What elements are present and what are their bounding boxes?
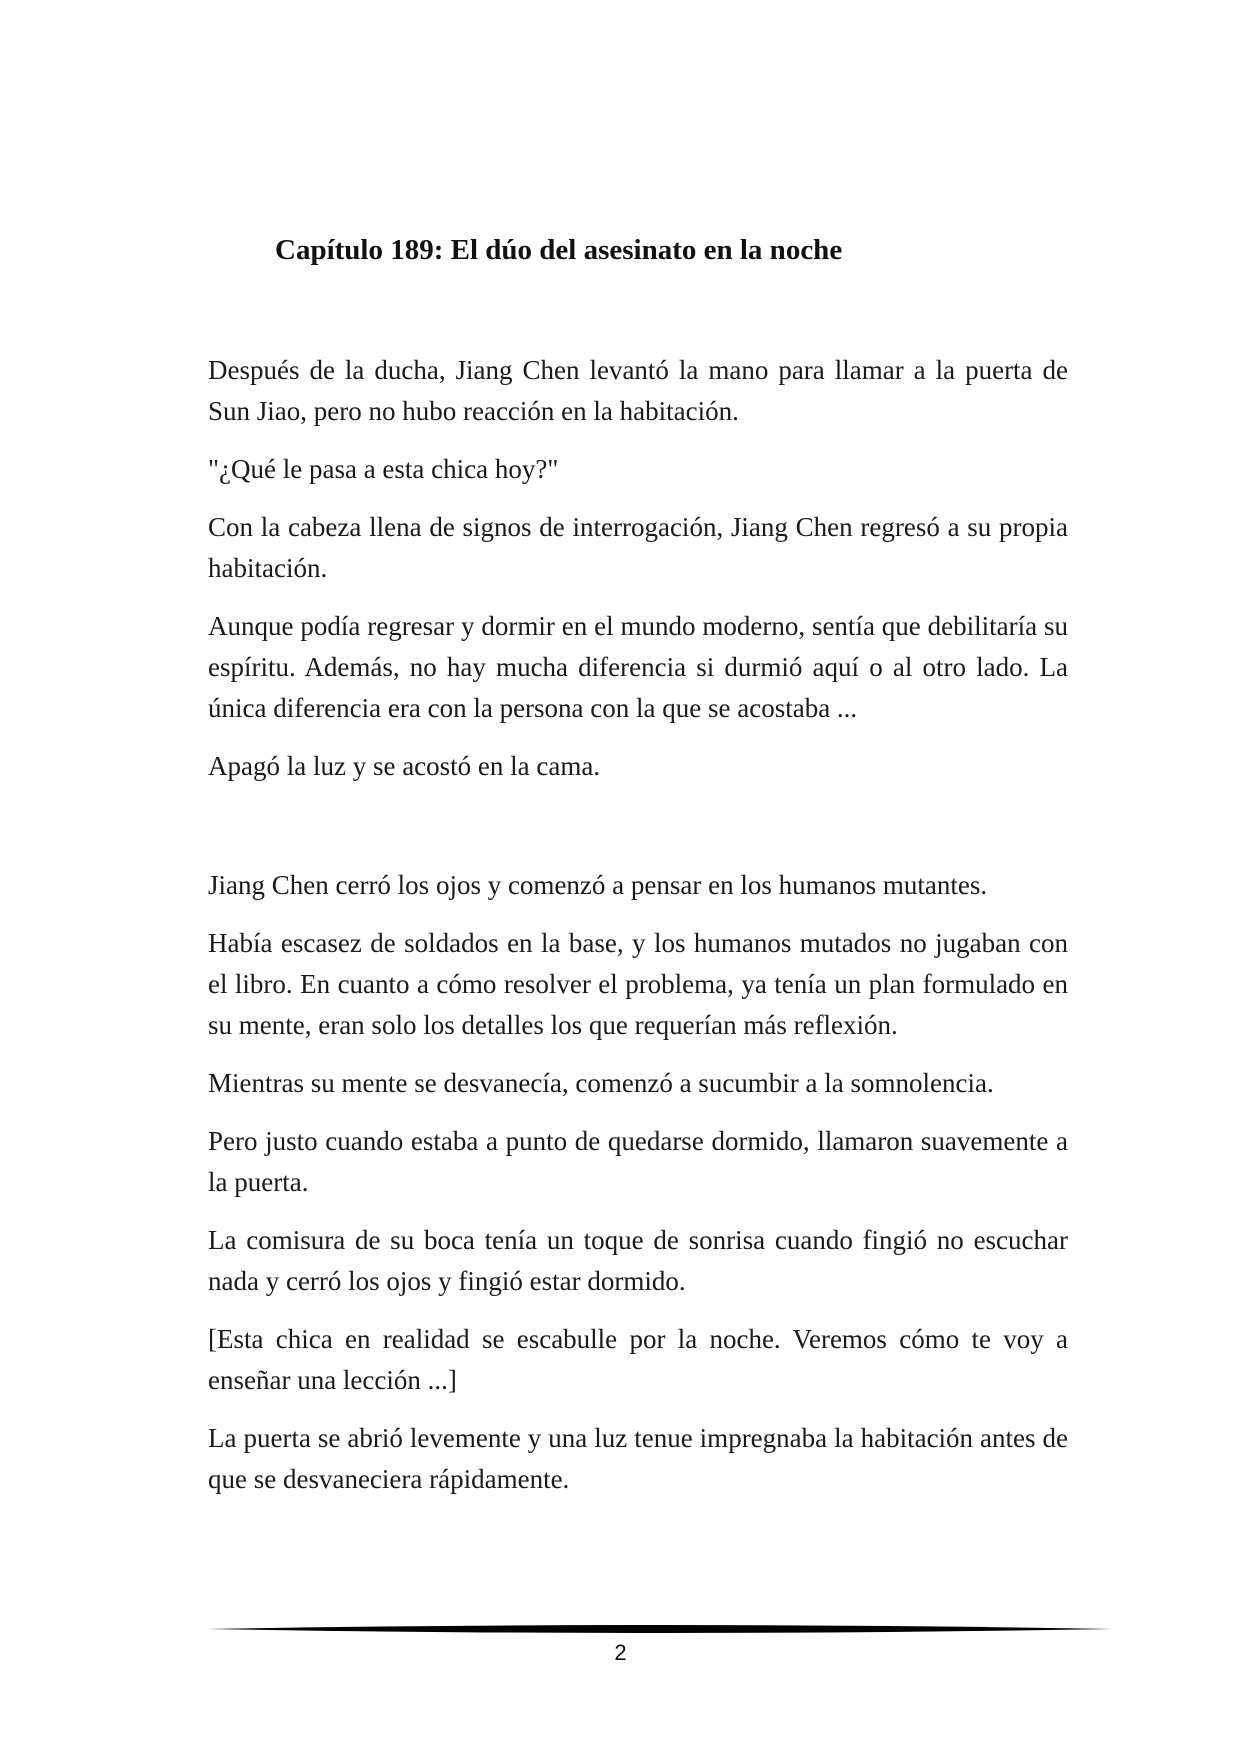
paragraph: Con la cabeza llena de signos de interrogación, Jiang Chen regresó a su propia habitación. (208, 512, 1068, 583)
page-number: 2 (614, 1640, 627, 1665)
footer-divider (208, 1622, 1113, 1636)
paragraph: [Esta chica en realidad se escabulle por la noche. Veremos cómo te voy a enseñar una lección ...] (208, 1324, 1068, 1395)
paragraph: La comisura de su boca tenía un toque de sonrisa cuando fingió no escuchar nada y cerró los ojos y fingió estar dormido. (208, 1225, 1068, 1296)
paragraph: Aunque podía regresar y dormir en el mundo moderno, sentía que debilitaría su espíritu. Además, no hay mucha diferencia si durmió aquí o al otro lado. La única diferencia era con la persona con la que se acostaba ... (208, 611, 1068, 723)
paragraph: Apagó la luz y se acostó en la cama. (208, 751, 601, 781)
paragraph: La puerta se abrió levemente y una luz tenue impregnaba la habitación antes de que se desvaneciera rápidamente. (208, 1423, 1068, 1494)
paragraph: Jiang Chen cerró los ojos y comenzó a pensar en los humanos mutantes. (208, 870, 988, 900)
paragraph: Pero justo cuando estaba a punto de quedarse dormido, llamaron suavemente a la puerta. (208, 1126, 1068, 1197)
chapter-title: Capítulo 189: El dúo del asesinato en la noche (275, 234, 843, 266)
paragraph: Había escasez de soldados en la base, y los humanos mutados no jugaban con el libro. En cuanto a cómo resolver el problema, ya tenía un plan formulado en su mente, eran solo los detalles los que requerían más reflexión. (208, 928, 1068, 1040)
chapter-body (208, 350, 1068, 1517)
paragraph: "¿Qué le pasa a esta chica hoy?" (208, 454, 559, 484)
paragraph: Mientras su mente se desvanecía, comenzó a sucumbir a la somnolencia. (208, 1068, 994, 1098)
paragraph: Después de la ducha, Jiang Chen levantó la mano para llamar a la puerta de Sun Jiao, pero no hubo reacción en la habitación. (208, 355, 1068, 426)
